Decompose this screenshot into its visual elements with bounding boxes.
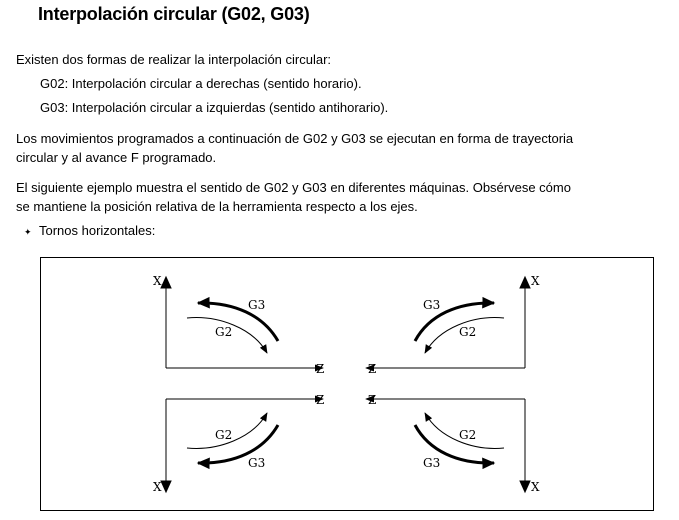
x-axis-label: X [531,274,540,288]
g03-description: G03: Interpolación circular a izquierdas (sentido antihorario). [40,100,389,115]
section-title: Interpolación circular (G02, G03) [38,4,310,24]
g2-label: G2 [459,428,477,442]
z-axis-label: Z [368,393,377,407]
x-axis-label: X [531,480,540,494]
quadrant-bottom-right [366,393,540,494]
bullet-icon: ✦ [24,227,32,237]
quadrant-bottom-left [153,393,324,494]
g2-label: G2 [215,428,233,442]
g3-label: G3 [423,298,441,312]
lathe-direction-diagram [40,257,654,511]
paragraph-1-line-1: Los movimientos programados a continuación de G02 y G03 se ejecutan en forma de trayectoria [16,131,574,146]
bullet-lathes: Tornos horizontales: [39,223,156,238]
quadrant-top-left [153,274,324,376]
x-axis-label: X [153,480,162,494]
g3-label: G3 [248,298,266,312]
g3-arc-arrow [198,425,278,463]
g02-description: G02: Interpolación circular a derechas (sentido horario). [40,76,362,91]
g2-label: G2 [215,325,233,339]
x-axis-label: X [153,274,162,288]
quadrant-top-right [366,274,540,376]
paragraph-1-line-2: circular y al avance F programado. [16,150,217,165]
paragraph-2-line-2: se mantiene la posición relativa de la herramienta respecto a los ejes. [16,199,418,214]
g2-label: G2 [459,325,477,339]
z-axis-label: Z [368,362,377,376]
g3-label: G3 [423,456,441,470]
z-axis-label: Z [316,362,325,376]
g3-arc-arrow [198,303,278,341]
paragraph-2-line-1: El siguiente ejemplo muestra el sentido de G02 y G03 en diferentes máquinas. Obsérvese cómo [16,180,571,195]
intro-text: Existen dos formas de realizar la interpolación circular: [16,52,332,67]
z-axis-label: Z [316,393,325,407]
g3-label: G3 [248,456,266,470]
